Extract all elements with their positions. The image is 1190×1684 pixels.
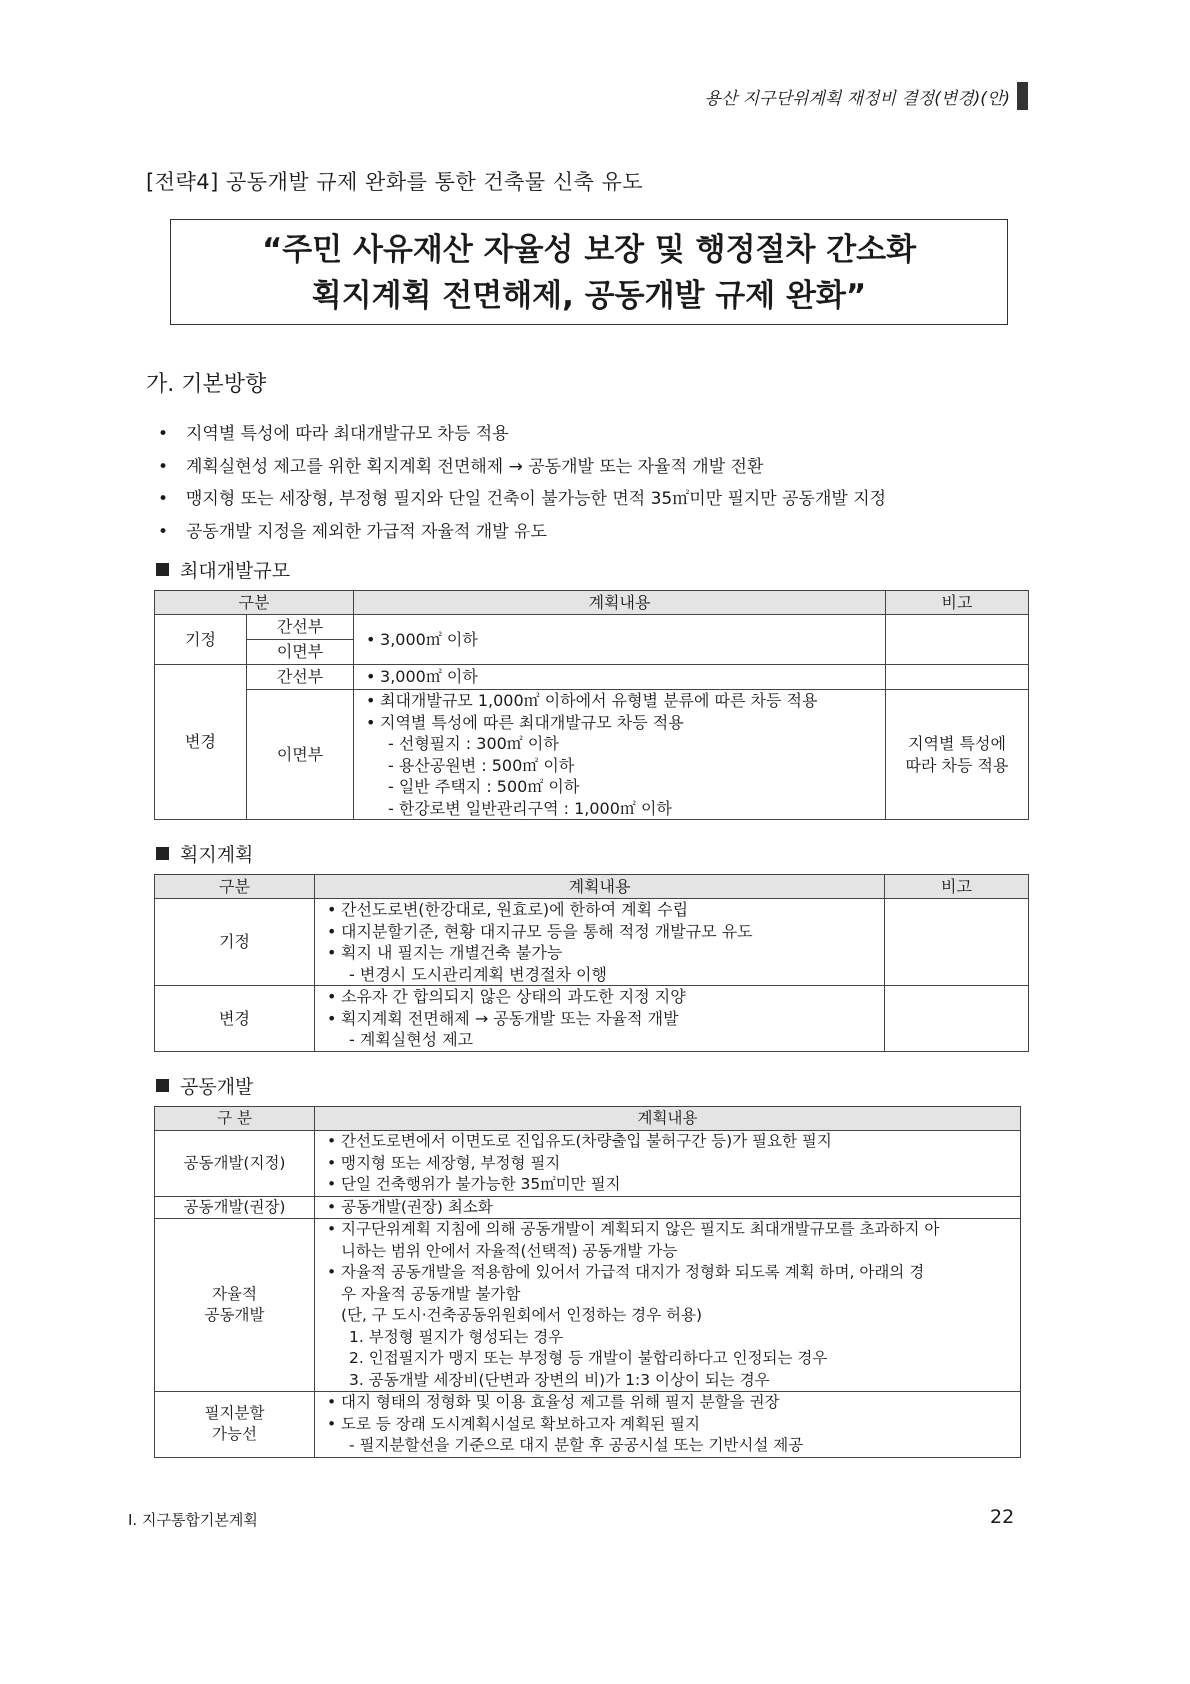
bullet-text: 지역별 특성에 따라 최대개발규모 차등 적용 — [186, 424, 509, 444]
max-development-heading — [156, 556, 290, 583]
recommended-content-cell — [315, 1196, 1021, 1219]
bullet-marker: • — [158, 489, 169, 509]
content-line: • 최대개발규모 1,000㎡ 이하에서 유형별 분류에 따른 차등 적용 — [360, 690, 879, 712]
content-line: • 자율적 공동개발을 적용함에 있어서 가급적 대지가 정형화 되도록 계획 하며, 아래의 경 — [321, 1262, 1014, 1284]
row-label-changed: 변경 — [155, 986, 315, 1052]
table-header-cell: 계획내용 — [315, 1107, 1021, 1131]
existing-content-cell — [354, 615, 886, 665]
row-label-voluntary — [155, 1219, 315, 1392]
sub-label-arterial: 간선부 — [247, 615, 354, 640]
content-line: 2. 인접필지가 맹지 또는 부정형 등 개발이 불합리하다고 인정되는 경우 — [349, 1349, 828, 1367]
bullet-marker: • — [158, 456, 169, 477]
content-line: • 간선도로변에서 이면도로 진입유도(차량출입 불허구간 등)가 필요한 필지 — [321, 1131, 1014, 1153]
content-line: (단, 구 도시·건축공동위원회에서 인정하는 경우 허용) — [341, 1306, 703, 1324]
table-header-cell: 구 분 — [155, 1107, 315, 1131]
quote-line-2: 획지계획 전면해제, 공동개발 규제 완화” — [311, 278, 867, 314]
content-line: • 획지계획 전면해제 → 공동개발 또는 자율적 개발 — [321, 1008, 878, 1030]
square-bullet-icon — [156, 847, 169, 860]
max-development-heading-text: 최대개발규모 — [180, 560, 291, 582]
list-item — [158, 451, 886, 484]
running-header-title: 용산 지구단위계획 재정비 결정(변경)(안) — [704, 89, 1010, 109]
content-line: • 간선도로변(한강대로, 원효로)에 한하여 계획 수립 — [321, 899, 878, 921]
content-line: - 용산공원변 : 500㎡ 이하 — [388, 755, 575, 775]
content-line: - 변경시 도시관리계획 변경절차 이행 — [349, 964, 607, 984]
lot-plan-heading-text: 획지계획 — [180, 844, 254, 866]
content-line: • 획지 내 필지는 개별건축 불가능 — [321, 942, 878, 964]
label-line: 필지분할 — [204, 1403, 265, 1422]
note-cell — [886, 690, 1029, 820]
list-item — [158, 516, 886, 549]
row-label-existing: 기정 — [155, 899, 315, 986]
footer-chapter: Ⅰ. 지구통합기본계획 — [128, 1511, 258, 1529]
section-heading: 가. 기본방향 — [146, 372, 267, 397]
content-line: 3. 공동개발 세장비(단변과 장변의 비)가 1:3 이상이 되는 경우 — [349, 1370, 770, 1389]
content-line: • 지구단위계획 지침에 의해 공동개발이 계획되지 않은 필지도 최대개발규모를 초과하지 아 — [321, 1219, 1014, 1241]
lot-plan-heading — [156, 840, 253, 867]
changed-backside-content-cell — [354, 690, 886, 820]
bullet-text: 맹지형 또는 세장형, 부정형 필지와 단일 건축이 불가능한 면적 35㎡미만 필지만 공동개발 지정 — [186, 489, 887, 509]
division-content-cell — [315, 1392, 1021, 1458]
content-line: - 선형필지 : 300㎡ 이하 — [388, 734, 559, 753]
joint-development-heading-text: 공동개발 — [180, 1076, 254, 1098]
bullet-marker: • — [158, 424, 169, 444]
note-cell-empty — [885, 986, 1029, 1052]
bullet-text: 공동개발 지정을 제외한 가급적 자율적 개발 유도 — [186, 521, 547, 542]
max-development-table — [154, 590, 1029, 820]
label-line: 가능선 — [212, 1425, 257, 1444]
table-header-cell: 계획내용 — [315, 875, 885, 899]
footer-page-number: 22 — [990, 1506, 1015, 1528]
sub-label-backside: 이면부 — [247, 640, 354, 665]
changed-content-cell — [315, 986, 885, 1052]
content-line: • 맹지형 또는 세장형, 부정형 필지 — [321, 1153, 1014, 1175]
row-label-existing: 기정 — [155, 615, 247, 665]
note-line: 따라 차등 적용 — [905, 755, 1009, 775]
quote-box — [170, 219, 1008, 325]
note-cell-empty — [886, 615, 1029, 665]
content-line: 우 자율적 공동개발 불가함 — [341, 1284, 521, 1303]
content-line: • 대지 형태의 정형화 및 이용 효율성 제고를 위해 필지 분할을 권장 — [321, 1392, 1014, 1414]
content-line: • 단일 건축행위가 불가능한 35㎡미만 필지 — [321, 1174, 1014, 1196]
quote-line-1: “주민 사유재산 자율성 보장 및 행정절차 간소화 — [261, 232, 917, 268]
content-line: • 공동개발(권장) 최소화 — [321, 1197, 1014, 1219]
list-item — [158, 483, 886, 516]
voluntary-content-cell — [315, 1219, 1021, 1392]
note-cell-empty — [886, 665, 1029, 690]
note-cell-empty — [885, 899, 1029, 986]
content-line: 니하는 범위 안에서 자율적(선택적) 공동개발 가능 — [341, 1241, 678, 1260]
square-bullet-icon — [156, 563, 169, 576]
list-item — [158, 418, 886, 451]
content-line: • 도로 등 장래 도시계획시설로 확보하고자 계획된 필지 — [321, 1414, 1014, 1436]
content-line: - 계획실현성 제고 — [349, 1030, 474, 1049]
note-line: 지역별 특성에 — [908, 734, 1006, 753]
table-header-cell: 비고 — [885, 875, 1029, 899]
content-line: - 필지분할선을 기준으로 대지 분할 후 공공시설 또는 기반시설 제공 — [349, 1436, 804, 1454]
content-line: • 소유자 간 합의되지 않은 상태의 과도한 지정 지양 — [321, 986, 878, 1008]
label-line: 자율적 — [212, 1284, 257, 1303]
content-line: • 대지분할기준, 현황 대지규모 등을 통해 적정 개발규모 유도 — [321, 921, 878, 943]
lot-plan-table — [154, 874, 1029, 1052]
label-line: 공동개발 — [204, 1306, 265, 1324]
content-line: - 일반 주택지 : 500㎡ 이하 — [388, 777, 580, 796]
direction-bullet-list — [158, 418, 886, 548]
joint-development-heading — [156, 1072, 253, 1099]
strategy-title: [전략4] 공동개발 규제 완화를 통한 건축물 신축 유도 — [146, 170, 644, 194]
header-bar-decoration — [1017, 82, 1028, 110]
existing-content: • 3,000㎡ 이하 — [360, 629, 879, 651]
content-line: 1. 부정형 필지가 형성되는 경우 — [349, 1327, 564, 1346]
bullet-marker: • — [158, 521, 169, 542]
joint-development-table — [154, 1106, 1021, 1458]
row-label-changed: 변경 — [155, 665, 247, 820]
table-header-cell: 비고 — [886, 591, 1029, 615]
row-label-recommended: 공동개발(권장) — [155, 1196, 315, 1219]
table-header-cell: 계획내용 — [354, 591, 886, 615]
row-label-designated: 공동개발(지정) — [155, 1131, 315, 1197]
table-header-cell: 구분 — [155, 875, 315, 899]
square-bullet-icon — [156, 1079, 169, 1092]
designated-content-cell — [315, 1131, 1021, 1197]
changed-arterial-content-cell — [354, 665, 886, 690]
row-label-division — [155, 1392, 315, 1458]
content-line: - 한강로변 일반관리구역 : 1,000㎡ 이하 — [388, 798, 672, 818]
sub-label-arterial: 간선부 — [247, 665, 354, 690]
changed-arterial-content: • 3,000㎡ 이하 — [360, 666, 879, 688]
sub-label-backside: 이면부 — [247, 690, 354, 820]
table-header-cell: 구분 — [155, 591, 354, 615]
existing-content-cell — [315, 899, 885, 986]
content-line: • 지역별 특성에 따른 최대개발규모 차등 적용 — [360, 712, 879, 734]
bullet-text: 계획실현성 제고를 위한 획지계획 전면해제 → 공동개발 또는 자율적 개발 전환 — [186, 456, 764, 477]
